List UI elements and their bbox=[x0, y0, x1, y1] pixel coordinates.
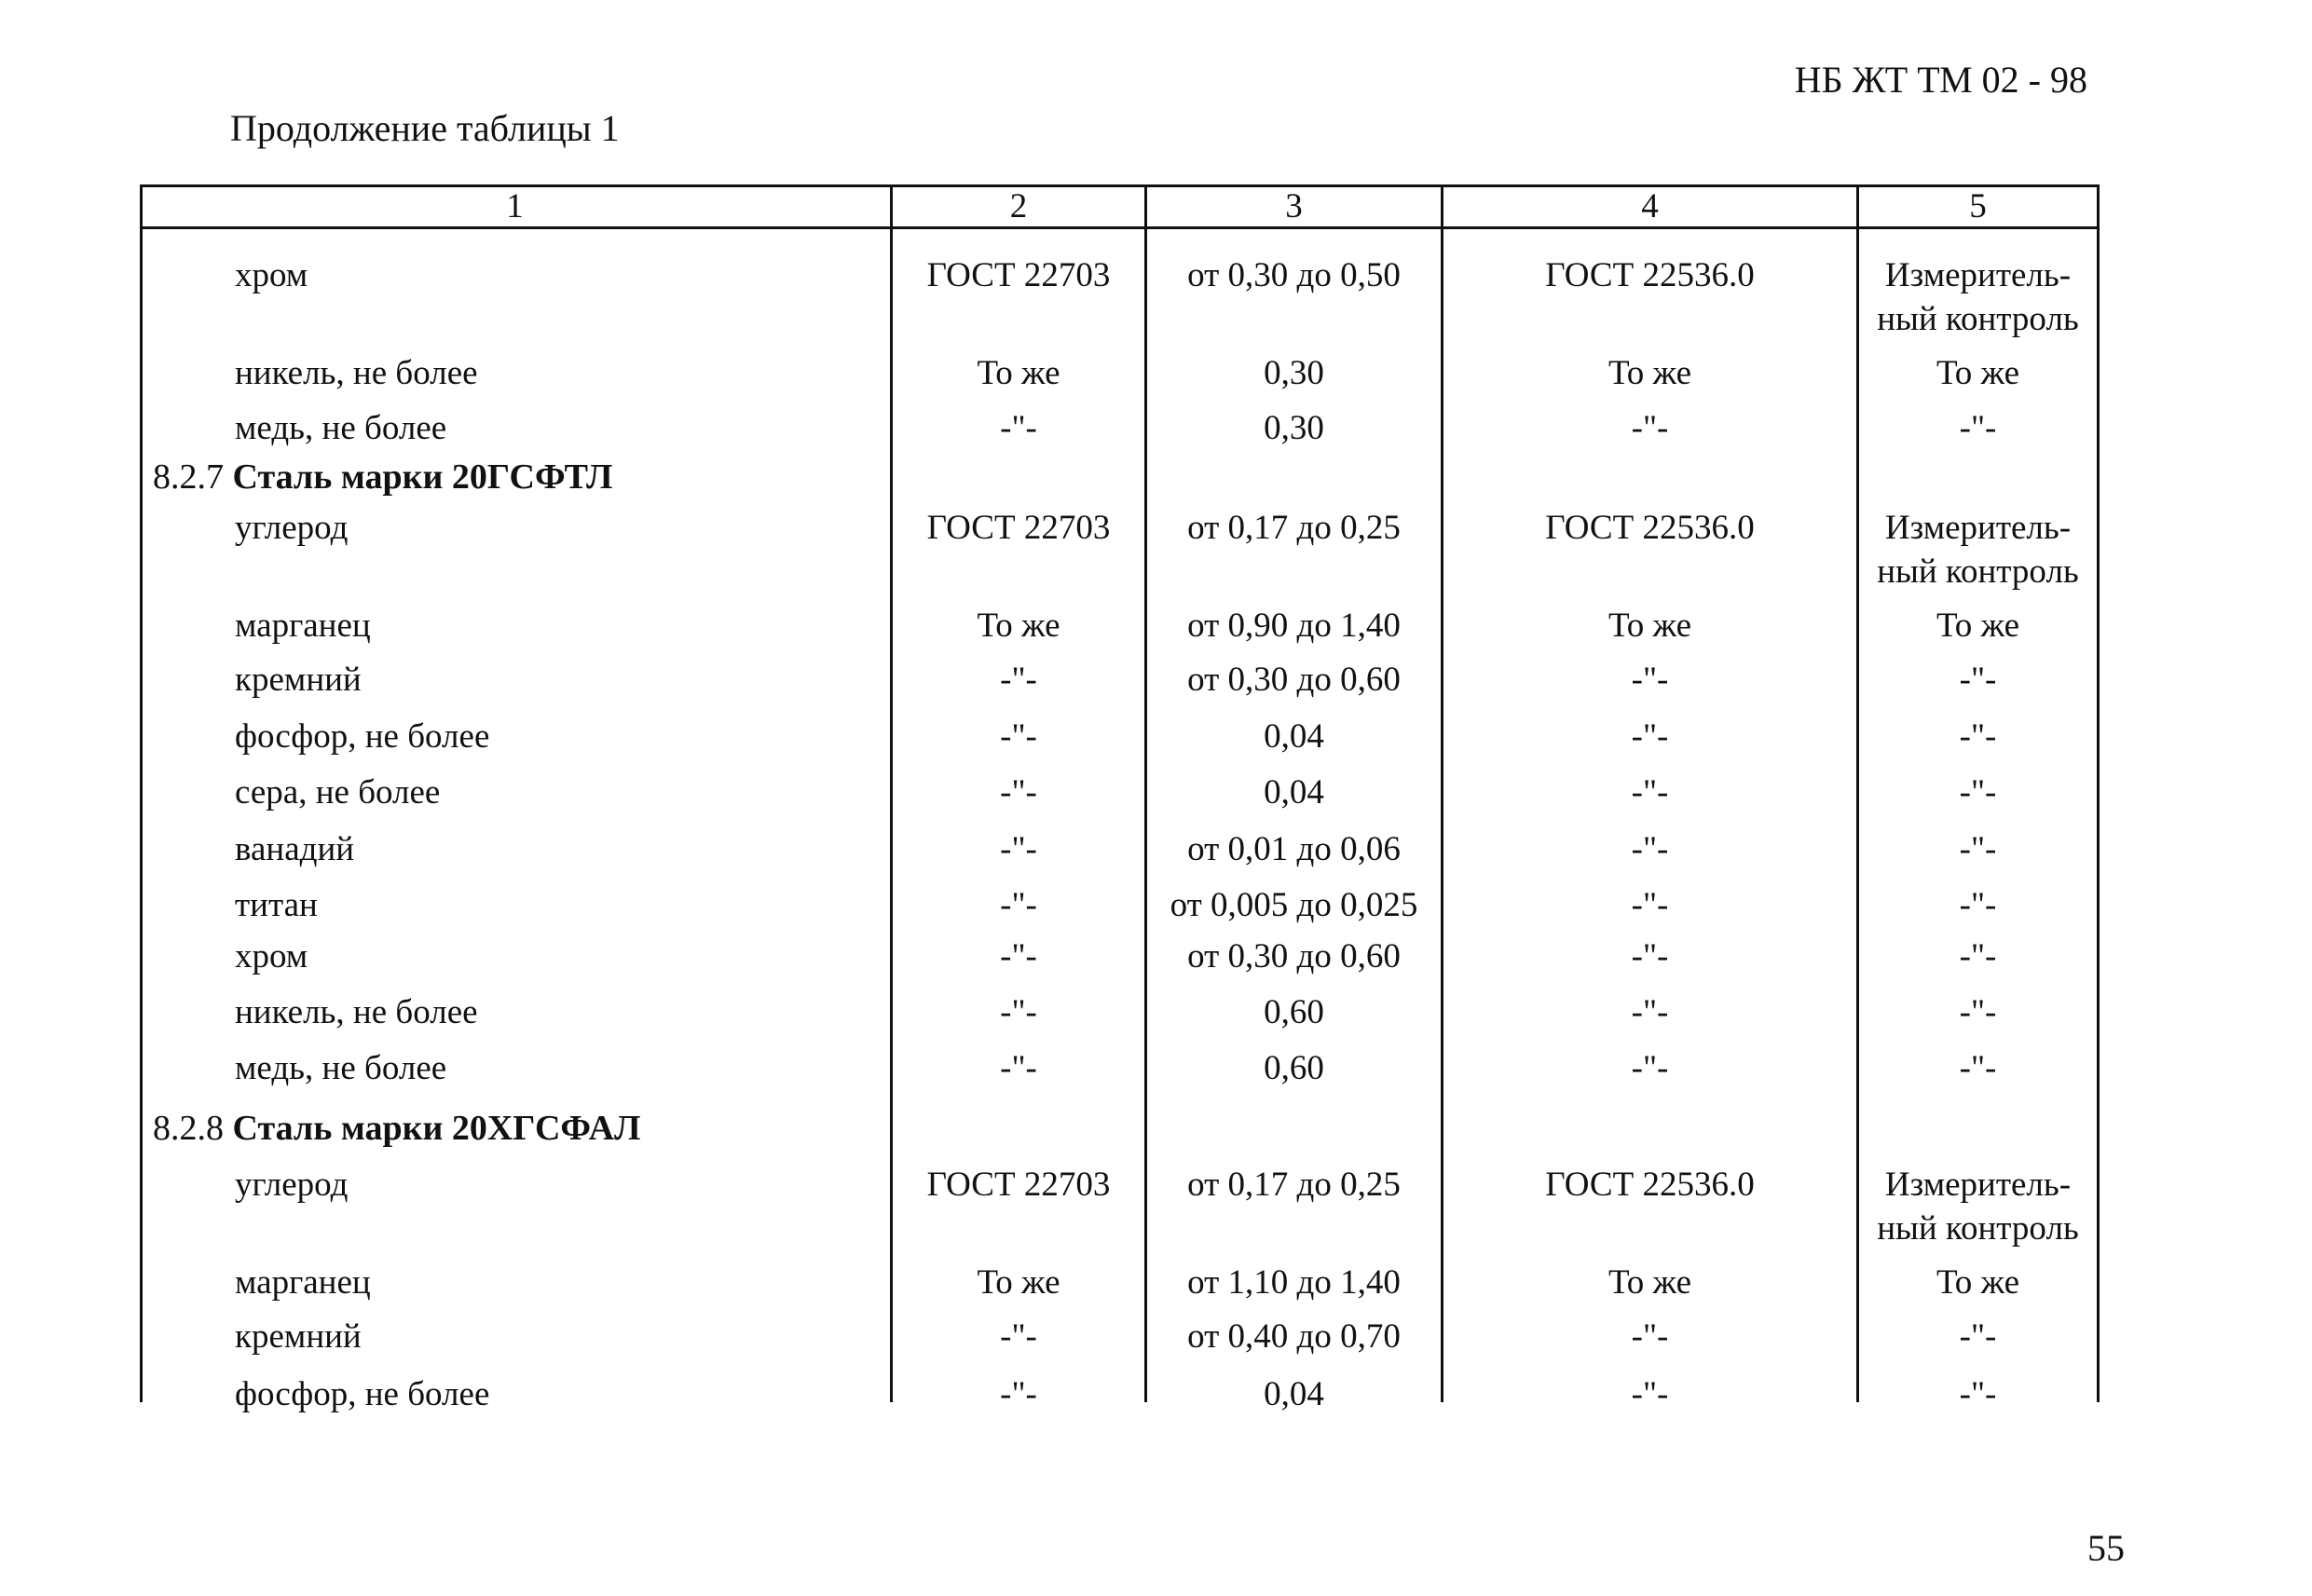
row-element-name: кремний bbox=[235, 661, 362, 699]
column-header-5: 5 bbox=[1969, 187, 1987, 225]
row-cell-col5: -"- bbox=[1959, 937, 1997, 975]
row-cell-col4: ГОСТ 22536.0 bbox=[1545, 256, 1755, 294]
row-cell-col2: ГОСТ 22703 bbox=[926, 1166, 1111, 1204]
row-element-name: марганец bbox=[235, 1263, 371, 1302]
section-title bbox=[153, 456, 612, 499]
row-cell-col2: То же bbox=[977, 354, 1060, 392]
row-cell-col5: Измеритель- bbox=[1884, 1166, 2072, 1204]
page-number: 55 bbox=[2087, 1527, 2125, 1569]
row-cell-col4: -"- bbox=[1631, 993, 1669, 1031]
section-code: 8.2.7 bbox=[153, 457, 224, 497]
row-cell-col3: от 0,01 до 0,06 bbox=[1187, 830, 1401, 868]
row-cell-col4: -"- bbox=[1631, 717, 1669, 756]
row-cell-col2: -"- bbox=[1000, 830, 1037, 868]
column-header-3: 3 bbox=[1285, 187, 1303, 225]
row-cell-col3: от 1,10 до 1,40 bbox=[1187, 1263, 1401, 1302]
row-cell-col4: -"- bbox=[1631, 1317, 1669, 1356]
row-element-name: углерод bbox=[235, 1166, 349, 1204]
row-cell-col4: ГОСТ 22536.0 bbox=[1545, 1166, 1755, 1204]
row-element-name: кремний bbox=[235, 1317, 362, 1356]
row-cell-col4: -"- bbox=[1631, 773, 1669, 812]
row-cell-col2: ГОСТ 22703 bbox=[926, 256, 1111, 294]
row-cell-col3: 0,04 bbox=[1264, 773, 1324, 812]
row-element-name: медь, не более bbox=[235, 1049, 447, 1087]
section-name: Сталь марки 20ХГСФАЛ bbox=[232, 1109, 641, 1148]
row-cell-col2: -"- bbox=[1000, 886, 1037, 924]
section-code: 8.2.8 bbox=[153, 1109, 224, 1148]
row-cell-col2: -"- bbox=[1000, 1049, 1037, 1087]
row-cell-col5: Измеритель- bbox=[1884, 256, 2072, 294]
row-cell-col5: То же bbox=[1936, 1263, 2020, 1302]
row-cell-col2: ГОСТ 22703 bbox=[926, 509, 1111, 547]
row-cell-col3: 0,30 bbox=[1264, 409, 1324, 447]
document-code: НБ ЖТ ТМ 02 - 98 bbox=[1794, 59, 2087, 101]
row-cell-col3: 0,30 bbox=[1264, 354, 1324, 392]
row-cell-col5: -"- bbox=[1959, 717, 1997, 756]
row-cell-col4: -"- bbox=[1631, 886, 1669, 924]
row-cell-col5: -"- bbox=[1959, 1049, 1997, 1087]
row-cell-col2: -"- bbox=[1000, 661, 1037, 699]
row-cell-col2: -"- bbox=[1000, 717, 1037, 756]
row-cell-col5: ный контроль bbox=[1877, 300, 2079, 338]
row-element-name: никель, не более bbox=[235, 354, 478, 392]
row-cell-col4: То же bbox=[1607, 1263, 1692, 1302]
row-cell-col3: от 0,17 до 0,25 bbox=[1187, 1166, 1401, 1204]
row-cell-col5: -"- bbox=[1959, 1317, 1997, 1356]
row-cell-col3: от 0,17 до 0,25 bbox=[1187, 509, 1401, 547]
row-cell-col2: То же bbox=[977, 607, 1060, 645]
row-element-name: марганец bbox=[235, 607, 371, 645]
row-cell-col5: -"- bbox=[1959, 409, 1997, 447]
row-cell-col5: -"- bbox=[1959, 1375, 1997, 1413]
row-cell-col3: 0,60 bbox=[1264, 993, 1324, 1031]
column-header-1: 1 bbox=[506, 187, 524, 225]
column-header-2: 2 bbox=[1009, 187, 1028, 225]
row-element-name: титан bbox=[235, 886, 318, 924]
row-cell-col3: от 0,005 до 0,025 bbox=[1170, 886, 1418, 924]
row-cell-col4: -"- bbox=[1631, 409, 1669, 447]
row-cell-col2: -"- bbox=[1000, 409, 1037, 447]
row-element-name: медь, не более bbox=[235, 409, 447, 447]
row-cell-col2: -"- bbox=[1000, 1375, 1037, 1413]
row-cell-col3: от 0,30 до 0,50 bbox=[1187, 256, 1401, 294]
row-element-name: фосфор, не более bbox=[235, 717, 490, 756]
row-cell-col4: То же bbox=[1607, 354, 1692, 392]
row-element-name: сера, не более bbox=[235, 773, 441, 812]
row-cell-col2: -"- bbox=[1000, 773, 1037, 812]
row-cell-col5: -"- bbox=[1959, 886, 1997, 924]
column-header-4: 4 bbox=[1641, 187, 1659, 225]
row-cell-col2: -"- bbox=[1000, 993, 1037, 1031]
row-cell-col5: То же bbox=[1936, 354, 2020, 392]
table-left-border bbox=[140, 184, 143, 1402]
row-element-name: хром bbox=[235, 256, 308, 294]
row-cell-col5: -"- bbox=[1959, 993, 1997, 1031]
row-cell-col4: -"- bbox=[1631, 830, 1669, 868]
row-cell-col5: -"- bbox=[1959, 830, 1997, 868]
row-cell-col5: ный контроль bbox=[1877, 1209, 2079, 1248]
row-cell-col5: То же bbox=[1936, 607, 2020, 645]
row-cell-col3: 0,04 bbox=[1264, 1375, 1324, 1413]
row-cell-col4: -"- bbox=[1631, 661, 1669, 699]
row-cell-col2: -"- bbox=[1000, 1317, 1037, 1356]
row-cell-col2: -"- bbox=[1000, 937, 1037, 975]
row-element-name: фосфор, не более bbox=[235, 1375, 490, 1413]
row-cell-col5: -"- bbox=[1959, 773, 1997, 812]
section-name: Сталь марки 20ГСФТЛ bbox=[232, 457, 613, 497]
row-cell-col5: -"- bbox=[1959, 661, 1997, 699]
row-cell-col3: от 0,40 до 0,70 bbox=[1187, 1317, 1401, 1356]
row-cell-col3: 0,04 bbox=[1264, 717, 1324, 756]
row-cell-col5: Измеритель- bbox=[1884, 509, 2072, 547]
row-cell-col3: от 0,30 до 0,60 bbox=[1187, 661, 1401, 699]
row-cell-col4: -"- bbox=[1631, 1049, 1669, 1087]
row-cell-col4: То же bbox=[1607, 607, 1692, 645]
row-cell-col2: То же bbox=[977, 1263, 1060, 1302]
row-element-name: ванадий bbox=[235, 830, 355, 868]
row-cell-col4: ГОСТ 22536.0 bbox=[1545, 509, 1755, 547]
row-cell-col3: 0,60 bbox=[1264, 1049, 1324, 1087]
row-cell-col4: -"- bbox=[1631, 937, 1669, 975]
row-element-name: хром bbox=[235, 937, 308, 975]
table-right-border bbox=[2097, 184, 2100, 1402]
row-cell-col3: от 0,90 до 1,40 bbox=[1187, 607, 1401, 645]
row-cell-col3: от 0,30 до 0,60 bbox=[1187, 937, 1401, 975]
table-continuation-caption: Продолжение таблицы 1 bbox=[230, 107, 620, 149]
row-cell-col5: ный контроль bbox=[1877, 552, 2079, 591]
specification-table bbox=[140, 184, 2100, 1413]
row-element-name: никель, не более bbox=[235, 993, 478, 1031]
row-cell-col4: -"- bbox=[1631, 1375, 1669, 1413]
row-element-name: углерод bbox=[235, 509, 349, 547]
section-title bbox=[153, 1107, 640, 1151]
